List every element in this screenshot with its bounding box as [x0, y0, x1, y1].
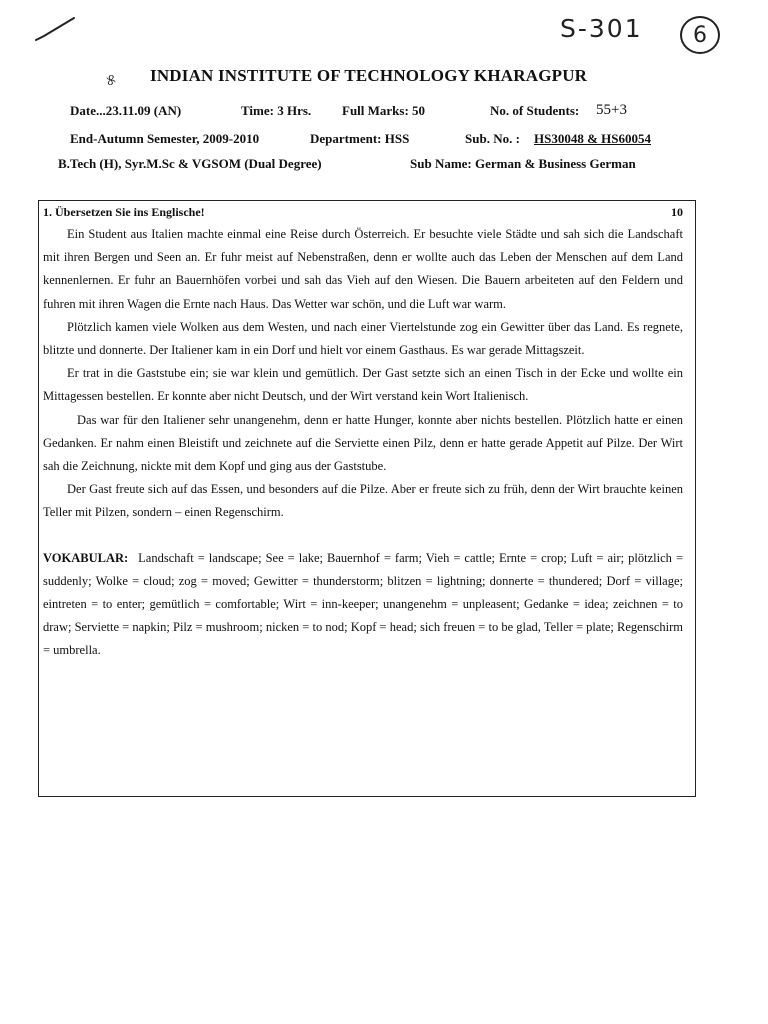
handwritten-circled-number: 6 — [680, 16, 720, 54]
subject-name: Sub Name: German & Business German — [410, 156, 636, 171]
subject-number-value: HS30048 & HS60054 — [534, 131, 652, 146]
full-marks: Full Marks: 50 — [342, 103, 426, 118]
students-label: No. of Students: — [490, 103, 580, 118]
handwritten-code: S-301 — [560, 14, 643, 43]
paragraph-3: Er trat in die Gaststube ein; sie war klein und gemütlich. Der Gast setzte sich an einen Tisch in der Ecke und wollte ein Mittagessen bestellen. Er konnte aber nicht Deutsch, und der Wirt verstand kein Wort Italienisch. — [43, 366, 683, 404]
vocabulary-label: VOKABULAR: — [43, 550, 129, 565]
program: B.Tech (H), Syr.M.Sc & VGSOM (Dual Degree) — [58, 156, 322, 171]
paragraph-4: Das war für den Italiener sehr unangenehm, denn er hatte Hunger, konnte aber nichts bestellen. Plötzlich hatte er einen Gedanken. Er nahm einen Bleistift und zeichnete auf die Serviette einen Pilz, denn er hatte gerade Appetit auf Pilze. Der Wirt sah die Zeichnung, nickte mit dem Kopf und ging aus der Gaststube. — [43, 412, 683, 474]
department: Department: HSS — [310, 131, 410, 146]
exam-date: Date...23.11.09 (AN) — [70, 103, 182, 118]
logo-icon: ୫ — [106, 72, 116, 89]
question-box — [38, 200, 696, 797]
exam-time: Time: 3 Hrs. — [241, 103, 312, 118]
students-value: 55+3 — [596, 102, 627, 118]
paragraph-1: Ein Student aus Italien machte einmal eine Reise durch Österreich. Er besuchte viele Städte und sah sich die Landschaft mit ihren Bergen und Seen an. Er fuhr meist auf Nebenstraßen, denn er wollte auch das Leben der Menschen auf dem Land kennenlernen. Er fuhr an Bauernhöfen vorbei und sah das Vieh auf den Wiesen. Die Bauern arbeiteten auf den Feldern und fuhren mit ihren Wagen die Ernte nach Haus. Das Wetter war schön, und die Luft war warm. — [43, 227, 683, 311]
handwritten-checkmark — [34, 14, 78, 44]
question-title: 1. Übersetzen Sie ins Englische! — [43, 205, 205, 219]
question-header — [43, 205, 683, 223]
paragraph-2: Plötzlich kamen viele Wolken aus dem Westen, und nach einer Viertelstunde zog ein Gewitter über das Land. Es regnete, blitzte und donnerte. Der Italiener kam in ein Dorf und hielt vor einem Gasthaus. Es war gerade Mittagszeit. — [43, 319, 683, 358]
subject-number-label: Sub. No. : — [465, 131, 520, 146]
paragraph-5: Der Gast freute sich auf das Essen, und besonders auf die Pilze. Aber er freute sich zu früh, denn der Wirt brauchte keinen Teller mit Pilzen, sondern – einen Regenschirm. — [43, 482, 683, 520]
semester: End-Autumn Semester, 2009-2010 — [70, 131, 260, 146]
vocabulary-text: Landschaft = landscape; See = lake; Bauernhof = farm; Vieh = cattle; Ernte = crop; Luft = air; plötzlich = suddenly; Wolke = cloud; zog = moved; Gewitter = thunderstorm; blitzen = lightning; donnerte = thundered; Dorf = village; eintreten = to enter; gemütlich = comfortable; Wirt = inn-keeper; unangenehm = unpleasent; Gedanke = idea; zeichnen = to draw; Serviette = napkin; Pilz = mushroom; nicken = to nod; Kopf = head; sich freuen = to be glad, Teller = plate; Regenschirm = umbrella. — [43, 550, 683, 658]
institute-title: INDIAN INSTITUTE OF TECHNOLOGY KHARAGPUR — [150, 66, 588, 85]
vocabulary-section — [43, 547, 683, 663]
question-marks: 10 — [671, 205, 683, 219]
